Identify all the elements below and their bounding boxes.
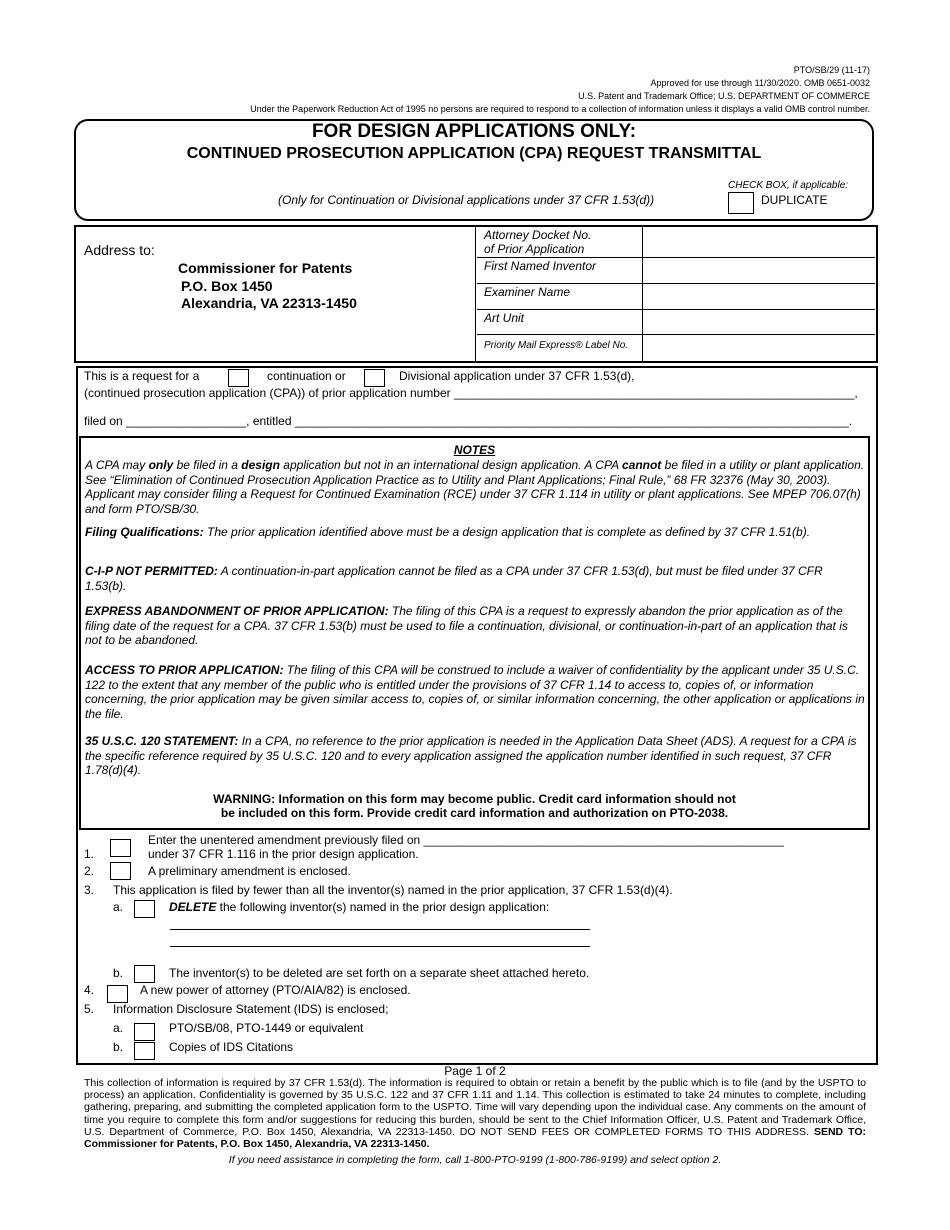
item5-text: Information Disclosure Statement (IDS) is enclosed; (113, 1002, 389, 1016)
notes-heading: NOTES (453, 443, 496, 457)
item2-text: A preliminary amendment is enclosed. (148, 864, 351, 878)
docket-field[interactable] (646, 229, 866, 255)
page-number: Page 1 of 2 (444, 1064, 506, 1078)
item5-number: 5. (84, 1002, 95, 1016)
examiner-field[interactable] (646, 285, 866, 307)
delete-inventor-line2[interactable] (170, 946, 590, 947)
inventor-label: First Named Inventor (484, 259, 597, 273)
address-label: Address to: (84, 242, 155, 258)
item3a-letter: a. (113, 900, 124, 914)
examiner-label: Examiner Name (484, 285, 571, 299)
title-line2: CONTINUED PROSECUTION APPLICATION (CPA) REQUEST TRANSMITTAL (186, 145, 762, 162)
priority-label: Priority Mail Express® Label No. (484, 340, 629, 351)
item4-number: 4. (84, 983, 95, 997)
title-subtitle: (Only for Continuation or Divisional applications under 37 CFR 1.53(d)) (278, 193, 655, 207)
continuation-label: continuation or (267, 369, 346, 383)
item5b-checkbox[interactable] (134, 1042, 155, 1060)
approval-text: Approved for use through 11/30/2020. OMB 0651-0032 (650, 78, 870, 88)
title-box (74, 119, 874, 221)
docket-label-2: of Prior Application (484, 242, 585, 256)
item3b-checkbox[interactable] (134, 965, 155, 983)
notes-statement: 35 U.S.C. 120 STATEMENT: In a CPA, no reference to the prior application is needed in the Application Data Sheet (ADS). A request for a CPA is the specific reference required by 35 U.S.C. 120 and to every application assigned the application number identified in such request, 37 CFR 1.78(d)(4). (85, 734, 857, 778)
address-section (74, 225, 878, 363)
form-id: PTO/SB/29 (11-17) (793, 65, 870, 75)
item3-text: This application is filed by fewer than all the inventor(s) named in the prior application, 37 CFR 1.53(d)(4). (113, 883, 673, 897)
art-unit-label: Art Unit (484, 311, 525, 325)
inventor-field[interactable] (646, 259, 866, 281)
assistance-line: If you need assistance in completing the form, call 1-800-PTO-9199 (1-800-786-9199) and select option 2. (228, 1154, 722, 1166)
item4-checkbox[interactable] (107, 985, 128, 1003)
priority-field[interactable] (646, 336, 866, 358)
divisional-label: Divisional application under 37 CFR 1.53(d), (399, 369, 635, 383)
title-line1: FOR DESIGN APPLICATIONS ONLY: (311, 121, 637, 142)
docket-label: Attorney Docket No. (484, 228, 592, 242)
item4-text: A new power of attorney (PTO/AIA/82) is enclosed. (140, 983, 411, 997)
filed-on-line[interactable]: filed on __________________, entitled ___________________________________________________________________________________. (84, 414, 853, 428)
agency-text: U.S. Patent and Trademark Office; U.S. DEPARTMENT OF COMMERCE (578, 91, 870, 101)
prior-application-line[interactable]: (continued prosecution application (CPA)) of prior application number ____________________________________________________________, (84, 386, 858, 400)
duplicate-checkbox[interactable] (728, 192, 754, 214)
duplicate-label: DUPLICATE (761, 193, 828, 207)
item2-checkbox[interactable] (110, 862, 131, 880)
delete-inventor-line1[interactable] (170, 929, 590, 930)
continuation-checkbox[interactable] (228, 369, 249, 387)
item3a-checkbox[interactable] (134, 900, 155, 918)
item2-number: 2. (84, 864, 95, 878)
address-line2: P.O. Box 1450 (181, 278, 273, 294)
item3-number: 3. (84, 883, 95, 897)
check-box-note: CHECK BOX, if applicable: (728, 180, 849, 191)
item5b-text: Copies of IDS Citations (169, 1040, 294, 1054)
item3a-text: DELETE the following inventor(s) named in the prior design application: (169, 900, 550, 914)
notes-box (79, 436, 870, 830)
item1-checkbox[interactable] (110, 839, 131, 857)
warning-line1: WARNING: Information on this form may become public. Credit card information should not (213, 792, 736, 806)
burden-statement: This collection of information is required by 37 CFR 1.53(d). The information is required to obtain or retain a benefit by the public which is to file (and by the USPTO to process) an application. Confidentiality is governed by 35 U.S.C. 122 and 37 CFR 1.11 and 1.14. This collection is estimated to take 24 minutes to complete, including gathering, preparing, and submitting the completed application form to the USPTO. Time will vary depending upon the individual case. Any comments on the amount of time you require to complete this form and/or suggestions for reducing this burden, should be sent to the Chief Information Officer, U.S. Patent and Trademark Office, U.S. Department of Commerce, P.O. Box 1450, Alexandria, VA 22313-1450. DO NOT SEND FEES OR COMPLETED FORMS TO THIS ADDRESS. SEND TO: Commissioner for Patents, P.O. Box 1450, Alexandria, VA 22313-1450. (84, 1077, 866, 1151)
notes-access: ACCESS TO PRIOR APPLICATION: The filing of this CPA will be construed to include a waiver of confidentiality by the applicant under 35 U.S.C. 122 to the extent that any member of the public who is entitled under the provisions of 37 CFR 1.14 to access to, copies of, or information concerning, the prior application may be given similar access to, copies of, or similar information concerning, the other application or applications in the file. (85, 663, 865, 721)
paperwork-text: Under the Paperwork Reduction Act of 1995 no persons are required to respond to a collection of information unless it displays a valid OMB control number. (250, 104, 870, 114)
notes-p1: A CPA may only be filed in a design application but not in an international design application. A CPA cannot be filed in a utility or plant application. See “Elimination of Continued Prosecution Application Practice as to Utility and Plant Applications; Final Rule,” 68 FR 32376 (May 30, 2003). Applicant may consider filing a Request for Continued Examination (RCE) under 37 CFR 1.114 in utility or plant applications. See MPEP 706.07(h) and form PTO/SB/30. (85, 458, 865, 516)
notes-filing: Filing Qualifications: The prior application identified above must be a design application that is complete as defined by 37 CFR 1.51(b). (85, 525, 811, 539)
item5a-checkbox[interactable] (134, 1023, 155, 1041)
divisional-checkbox[interactable] (364, 369, 385, 387)
item1-line1[interactable]: Enter the unentered amendment previously filed on ______________________________________________________ (148, 833, 784, 847)
item5b-letter: b. (113, 1040, 124, 1054)
item1-number: 1. (84, 847, 95, 861)
item3b-letter: b. (113, 966, 124, 980)
notes-express: EXPRESS ABANDONMENT OF PRIOR APPLICATION: The filing of this CPA is a request to expressly abandon the prior application as of the filing date of the request for a CPA. 37 CFR 1.53(b) must be used to file a continuation, divisional, or continuation-in-part of an application that is not to be abandoned. (85, 604, 848, 648)
request-prefix: This is a request for a (84, 369, 200, 383)
warning-line2: be included on this form. Provide credit card information and authorization on PTO-2038. (220, 806, 729, 820)
address-line3: Alexandria, VA 22313-1450 (181, 295, 357, 311)
item3b-text: The inventor(s) to be deleted are set forth on a separate sheet attached hereto. (169, 966, 590, 980)
item1-line2: under 37 CFR 1.116 in the prior design application. (148, 847, 419, 861)
notes-cip: C-I-P NOT PERMITTED: A continuation-in-part application cannot be filed as a CPA under 37 CFR 1.53(d), but must be filed under 37 CFR 1.53(b). (85, 564, 823, 593)
item5a-letter: a. (113, 1021, 124, 1035)
address-line1: Commissioner for Patents (178, 260, 353, 276)
art-unit-field[interactable] (646, 311, 866, 333)
item5a-text: PTO/SB/08, PTO-1449 or equivalent (169, 1021, 364, 1035)
